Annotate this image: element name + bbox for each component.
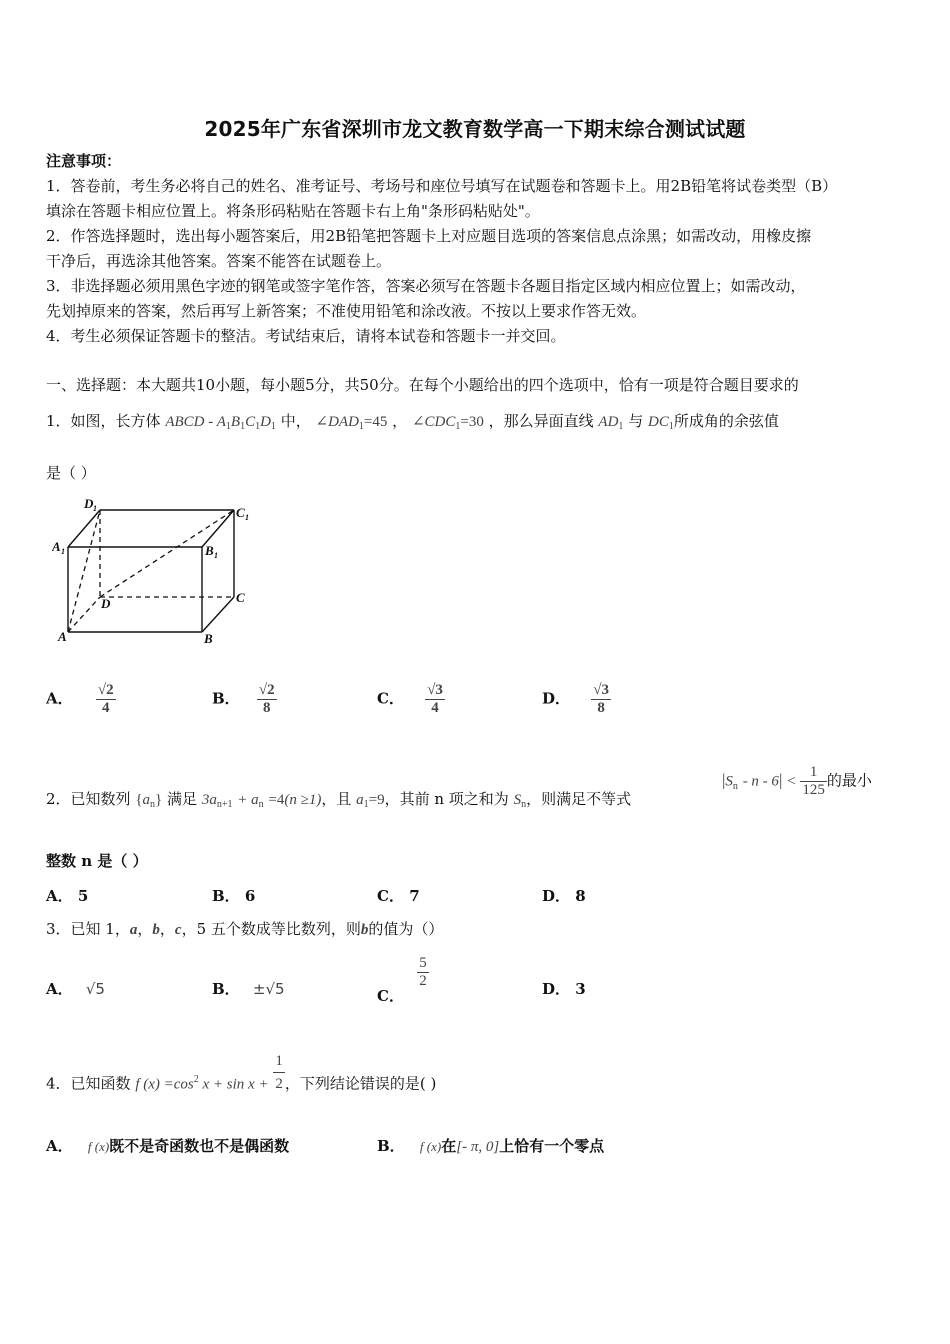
question-1-stem: 1．如图，长方体 ABCD - $A_1B_1C_1D_1$ 中， $\angle DAD_1=45$ ， $\angle CDC_1=30$ ，那么异面直线 $AD_1$ 与 $DC_1$所成角的余弦值 <box>46 412 779 432</box>
q1-option-d[interactable]: D． $\frac{√3}{8}$ <box>542 682 609 716</box>
q3-option-a[interactable]: A． √5 <box>46 980 105 998</box>
q1-option-b[interactable]: B． $\frac{√2}{8}$ <box>212 682 275 716</box>
q3-option-c[interactable]: C． $\frac{5}{2}$ <box>377 955 427 1005</box>
question-2-stem: 2．已知数列 $\{a_n\}$ 满足 $3a_{n+1} + a_n =4(n \ge 1)$，且 $a_1=9$，其前 n 项之和为 $S_n$，则满足不等式 <box>46 790 632 810</box>
label-B1: B <box>205 543 214 558</box>
q3-option-d[interactable]: D． 3 <box>542 980 586 998</box>
page-title: 2025年广东省深圳市龙文教育数学高一下期末综合测试试题 <box>204 117 746 141</box>
notice-line: 填涂在答题卡相应位置上。将条形码粘贴在答题卡右上角"条形码粘贴处"。 <box>46 202 540 220</box>
notice-heading: 注意事项： <box>46 152 122 170</box>
notice-line: 3．非选择题必须用黑色字迹的钢笔或签字笔作答，答案必须写在答题卡各题目指定区域内相应位置上；如需改动， <box>46 277 806 295</box>
q2-option-a[interactable]: A． 5 <box>46 887 89 905</box>
q3-option-b[interactable]: B． ±√5 <box>212 980 285 998</box>
notice-line: 2．作答选择题时，选出每小题答案后，用2B铅笔把答题卡上对应题目选项的答案信息点涂黑；如需改动，用橡皮擦 <box>46 227 812 245</box>
question-2-stem-cont: 整数 n 是（ ） <box>46 852 148 870</box>
notice-line: 干净后，再选涂其他答案。答案不能答在试题卷上。 <box>46 252 392 270</box>
q4-option-a[interactable]: A． f (x)既不是奇函数也不是偶函数 <box>46 1137 290 1155</box>
q2-option-c[interactable]: C． 7 <box>377 887 420 905</box>
cuboid-figure <box>52 495 252 645</box>
question-3-stem: 3．已知 1，a，b，c，5 五个数成等比数列，则b的值为（） <box>46 920 444 938</box>
question-4-stem: 4．已知函数 f $(x) =\cos^2$ x + sin x + $\frac{1}{2}$ ，下列结论错误的是( ) <box>46 1062 436 1107</box>
question-1-stem-cont: 是（ ） <box>46 464 96 482</box>
label-B: B <box>204 631 213 645</box>
notice-line: 4．考生必须保证答题卡的整洁。考试结束后，请将本试卷和答题卡一并交回。 <box>46 327 566 345</box>
label-D: D <box>101 596 111 611</box>
question-2-inequality: $|S_n$ - n - 6| < $\frac{1}{125}$ 的最小 <box>722 764 872 798</box>
label-C: C <box>236 590 245 605</box>
svg-text:1: 1 <box>61 547 65 556</box>
notice-line: 1．答卷前，考生务必将自己的姓名、准考证号、考场号和座位号填写在试题卷和答题卡上。用2B铅笔将试卷类型（B） <box>46 177 838 195</box>
label-C1: C <box>236 505 245 520</box>
svg-text:1: 1 <box>93 504 97 513</box>
svg-text:1: 1 <box>214 551 218 560</box>
q2-option-b[interactable]: B． 6 <box>212 887 256 905</box>
section-heading: 一、选择题：本大题共10小题，每小题5分，共50分。在每个小题给出的四个选项中，恰有一项是符合题目要求的 <box>46 376 799 394</box>
label-A1: A <box>52 539 61 554</box>
q2-option-d[interactable]: D． 8 <box>542 887 586 905</box>
q1-option-c[interactable]: C． $\frac{√3}{4}$ <box>377 682 443 716</box>
q1-option-a[interactable]: A． $\frac{√2}{4}$ <box>46 682 114 716</box>
label-D1: D <box>84 496 94 511</box>
notice-line: 先划掉原来的答案，然后再写上新答案；不准使用铅笔和涂改液。不按以上要求作答无效。 <box>46 302 647 320</box>
q4-option-b[interactable]: B． f (x)在[- π, 0]上恰有一个零点 <box>377 1137 605 1155</box>
svg-text:1: 1 <box>245 513 249 522</box>
label-A: A <box>58 629 67 644</box>
